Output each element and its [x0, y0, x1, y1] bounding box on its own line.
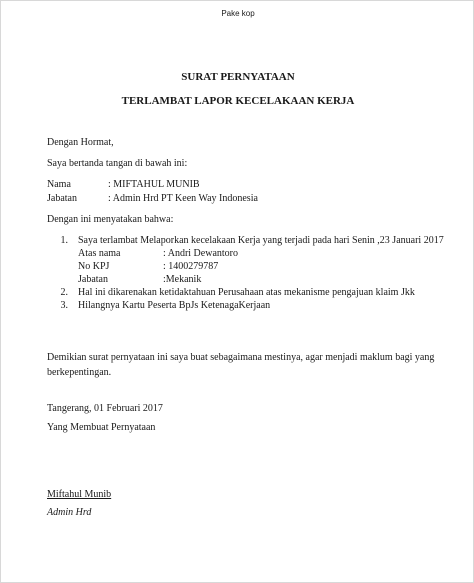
signer-name-label: Nama — [47, 179, 71, 190]
victim-name-value: : Andri Dewantoro — [163, 248, 238, 259]
kpj-number-value: : 1400279787 — [163, 261, 219, 272]
closing-paragraph: Demikian surat pernyataan ini saya buat sebagaimana mestinya, agar menjadi maklum bagi yang berkepentingan. — [47, 352, 435, 378]
signatory-position: Admin Hrd — [47, 507, 92, 518]
signer-position-value: : Admin Hrd PT Keen Way Indonesia — [108, 193, 258, 204]
document-title: SURAT PERNYATAAN — [181, 71, 295, 83]
signer-name-value: : MIFTAHUL MUNIB — [108, 179, 200, 190]
list-item-number: 1. — [60, 235, 68, 246]
victim-name-label: Atas nama — [78, 248, 121, 259]
maker-label: Yang Membuat Pernyataan — [47, 422, 156, 433]
document-subtitle: TERLAMBAT LAPOR KECELAKAAN KERJA — [121, 95, 355, 107]
signer-position-label: Jabatan — [47, 193, 77, 204]
list-item-text: Saya terlambat Melaporkan kecelakaan Kerja yang terjadi pada hari Senin ,23 Januari 2017 — [78, 235, 444, 246]
greeting: Dengan Hormat, — [47, 137, 114, 148]
list-item-number: 3. — [60, 300, 68, 311]
signatory-name: Miftahul Munib — [47, 489, 112, 500]
kpj-number-label: No KPJ — [78, 261, 110, 272]
victim-position-value: :Mekanik — [163, 274, 202, 285]
place-date: Tangerang, 01 Februari 2017 — [47, 403, 163, 414]
intro-text: Saya bertanda tangan di bawah ini: — [47, 158, 188, 169]
statement-intro: Dengan ini menyatakan bahwa: — [47, 214, 174, 225]
letterhead-placeholder: Pake kop — [221, 9, 255, 18]
list-item-text: Hal ini dikarenakan ketidaktahuan Perusahaan atas mekanisme pengajuan klaim Jkk — [78, 287, 415, 298]
victim-position-label: Jabatan — [78, 274, 108, 285]
list-item-text: Hilangnya Kartu Peserta BpJs KetenagaKerjaan — [78, 300, 271, 311]
list-item-number: 2. — [60, 287, 68, 298]
